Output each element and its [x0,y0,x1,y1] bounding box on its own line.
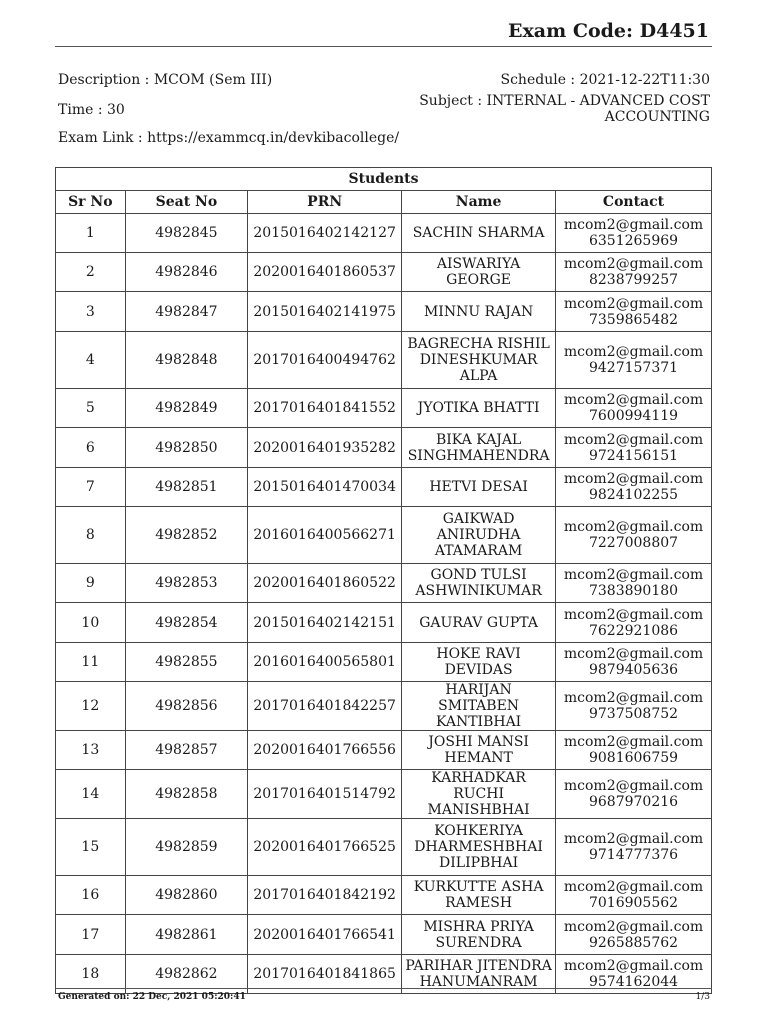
seat-no-cell: 4982848 [125,332,248,389]
seat-no-cell: 4982852 [125,507,248,564]
name-cell: JYOTIKA BHATTI [402,389,556,428]
sr-no-cell: 5 [56,389,126,428]
table-row [56,428,712,468]
contact-phone: 7016905562 [588,895,679,911]
contact-cell [556,770,712,819]
name-cell: KOHKERIYA DHARMESHBHAI DILIPBHAI [402,819,556,876]
contact-phone: 6351265969 [588,233,679,249]
table-row [56,731,712,770]
contact-cell [556,915,712,955]
seat-no-cell: 4982861 [125,915,248,955]
contact-phone: 7359865482 [588,311,679,328]
contact-phone: 7622921086 [588,622,679,639]
header-divider [55,46,712,47]
prn-cell: 2016016400565801 [248,643,402,682]
table-row [56,564,712,603]
name-cell: MINNU RAJAN [402,292,556,332]
sr-no-cell: 16 [56,876,126,915]
table-row [56,603,712,643]
name-cell: JOSHI MANSI HEMANT [402,731,556,770]
sr-no-cell: 17 [56,915,126,955]
name-cell: BAGRECHA RISHIL DINESHKUMAR ALPA [402,332,556,389]
contact-phone: 9737508752 [588,706,679,722]
contact-cell [556,507,712,564]
table-row [56,253,712,292]
contact-phone: 9687970216 [588,794,679,810]
sr-no-cell: 4 [56,332,126,389]
footer-divider [55,988,712,989]
contact-phone: 9265885762 [588,934,679,951]
seat-no-cell: 4982862 [125,955,248,994]
contact-email: mcom2@gmail.com [563,831,704,847]
table-row [56,292,712,332]
seat-no-cell: 4982846 [125,253,248,292]
contact-phone: 9879405636 [588,662,679,678]
generated-on-text: Generated on: 22 Dec, 2021 05:20:41 [58,992,246,1002]
table-row [56,389,712,428]
contact-cell [556,332,712,389]
description-text: Description : MCOM (Sem III) [58,72,273,88]
prn-cell: 2020016401935282 [248,428,402,468]
table-row [56,876,712,915]
contact-email: mcom2@gmail.com [563,471,704,487]
name-cell: KURKUTTE ASHA RAMESH [402,876,556,915]
contact-phone: 9427157371 [588,360,679,376]
prn-cell: 2020016401766556 [248,731,402,770]
column-header-prn: PRN [248,191,402,214]
contact-cell [556,214,712,253]
contact-phone: 9081606759 [588,750,679,766]
page-number: 1/3 [695,992,710,1002]
time-text: Time : 30 [58,102,125,118]
seat-no-cell: 4982847 [125,292,248,332]
sr-no-cell: 7 [56,468,126,507]
students-table [55,167,712,994]
contact-email: mcom2@gmail.com [563,519,704,535]
sr-no-cell: 6 [56,428,126,468]
prn-cell: 2016016400566271 [248,507,402,564]
prn-cell: 2020016401860537 [248,253,402,292]
name-cell: SACHIN SHARMA [402,214,556,253]
prn-cell: 2017016401514792 [248,770,402,819]
name-cell: MISHRA PRIYA SURENDRA [402,915,556,955]
table-row [56,643,712,682]
name-cell: KARHADKAR RUCHI MANISHBHAI [402,770,556,819]
contact-email: mcom2@gmail.com [563,567,704,583]
contact-email: mcom2@gmail.com [563,606,704,623]
sr-no-cell: 1 [56,214,126,253]
sr-no-cell: 11 [56,643,126,682]
contact-cell [556,819,712,876]
sr-no-cell: 3 [56,292,126,332]
sr-no-cell: 13 [56,731,126,770]
contact-phone: 9714777376 [588,847,679,863]
contact-email: mcom2@gmail.com [563,431,704,448]
contact-cell [556,643,712,682]
prn-cell: 2020016401766541 [248,915,402,955]
prn-cell: 2017016401842192 [248,876,402,915]
seat-no-cell: 4982857 [125,731,248,770]
column-header-name: Name [402,191,556,214]
contact-cell [556,468,712,507]
contact-email: mcom2@gmail.com [563,256,704,272]
table-caption-row [56,168,712,191]
contact-phone: 9824102255 [588,487,679,503]
sr-no-cell: 9 [56,564,126,603]
contact-email: mcom2@gmail.com [563,879,704,895]
contact-phone: 7227008807 [588,535,679,551]
sr-no-cell: 15 [56,819,126,876]
contact-cell [556,292,712,332]
seat-no-cell: 4982849 [125,389,248,428]
table-row [56,770,712,819]
contact-email: mcom2@gmail.com [563,344,704,360]
contact-email: mcom2@gmail.com [563,646,704,662]
seat-no-cell: 4982858 [125,770,248,819]
contact-email: mcom2@gmail.com [563,918,704,935]
column-header-seat-no: Seat No [125,191,248,214]
name-cell: BIKA KAJAL SINGHMAHENDRA [402,428,556,468]
table-row [56,819,712,876]
contact-cell [556,731,712,770]
contact-phone: 7600994119 [588,408,679,424]
sr-no-cell: 18 [56,955,126,994]
sr-no-cell: 14 [56,770,126,819]
name-cell: GAIKWAD ANIRUDHA ATAMARAM [402,507,556,564]
contact-cell [556,603,712,643]
prn-cell: 2017016400494762 [248,332,402,389]
table-header-row [56,191,712,214]
seat-no-cell: 4982850 [125,428,248,468]
contact-phone: 8238799257 [588,272,679,288]
table-row [56,332,712,389]
seat-no-cell: 4982859 [125,819,248,876]
name-cell: HARIJAN SMITABEN KANTIBHAI [402,682,556,731]
prn-cell: 2020016401766525 [248,819,402,876]
table-row [56,468,712,507]
contact-email: mcom2@gmail.com [563,734,704,750]
prn-cell: 2015016401470034 [248,468,402,507]
column-header-contact: Contact [556,191,712,214]
seat-no-cell: 4982845 [125,214,248,253]
name-cell: HETVI DESAI [402,468,556,507]
prn-cell: 2017016401842257 [248,682,402,731]
contact-email: mcom2@gmail.com [563,690,704,706]
sr-no-cell: 2 [56,253,126,292]
seat-no-cell: 4982860 [125,876,248,915]
table-caption: Students [56,168,712,191]
contact-cell [556,389,712,428]
prn-cell: 2020016401860522 [248,564,402,603]
contact-cell [556,682,712,731]
seat-no-cell: 4982851 [125,468,248,507]
seat-no-cell: 4982856 [125,682,248,731]
contact-email: mcom2@gmail.com [563,958,704,974]
name-cell: GAURAV GUPTA [402,603,556,643]
sr-no-cell: 8 [56,507,126,564]
prn-cell: 2015016402141975 [248,292,402,332]
contact-cell [556,253,712,292]
contact-email: mcom2@gmail.com [563,392,704,408]
column-header-sr-no: Sr No [56,191,126,214]
table-row [56,682,712,731]
contact-cell [556,428,712,468]
sr-no-cell: 10 [56,603,126,643]
contact-email: mcom2@gmail.com [563,778,704,794]
name-cell: PARIHAR JITENDRA HANUMANRAM [402,955,556,994]
seat-no-cell: 4982854 [125,603,248,643]
exam-code-title: Exam Code: D4451 [508,20,709,42]
exam-link-text: Exam Link : https://exammcq.in/devkibacollege/ [58,130,400,146]
name-cell: HOKE RAVI DEVIDAS [402,643,556,682]
seat-no-cell: 4982853 [125,564,248,603]
prn-cell: 2017016401841865 [248,955,402,994]
seat-no-cell: 4982855 [125,643,248,682]
schedule-text: Schedule : 2021-12-22T11:30 [500,72,710,88]
prn-cell: 2015016402142127 [248,214,402,253]
prn-cell: 2015016402142151 [248,603,402,643]
contact-phone: 7383890180 [588,583,679,599]
contact-email: mcom2@gmail.com [563,295,704,312]
table-row [56,507,712,564]
contact-email: mcom2@gmail.com [563,217,704,233]
table-row [56,214,712,253]
prn-cell: 2017016401841552 [248,389,402,428]
name-cell: GOND TULSI ASHWINIKUMAR [402,564,556,603]
contact-phone: 9574162044 [588,974,679,990]
table-row [56,915,712,955]
contact-cell [556,564,712,603]
name-cell: AISWARIYA GEORGE [402,253,556,292]
sr-no-cell: 12 [56,682,126,731]
subject-text: Subject : INTERNAL - ADVANCED COST ACCOUNTING [419,93,710,125]
contact-cell [556,876,712,915]
contact-phone: 9724156151 [588,447,679,464]
